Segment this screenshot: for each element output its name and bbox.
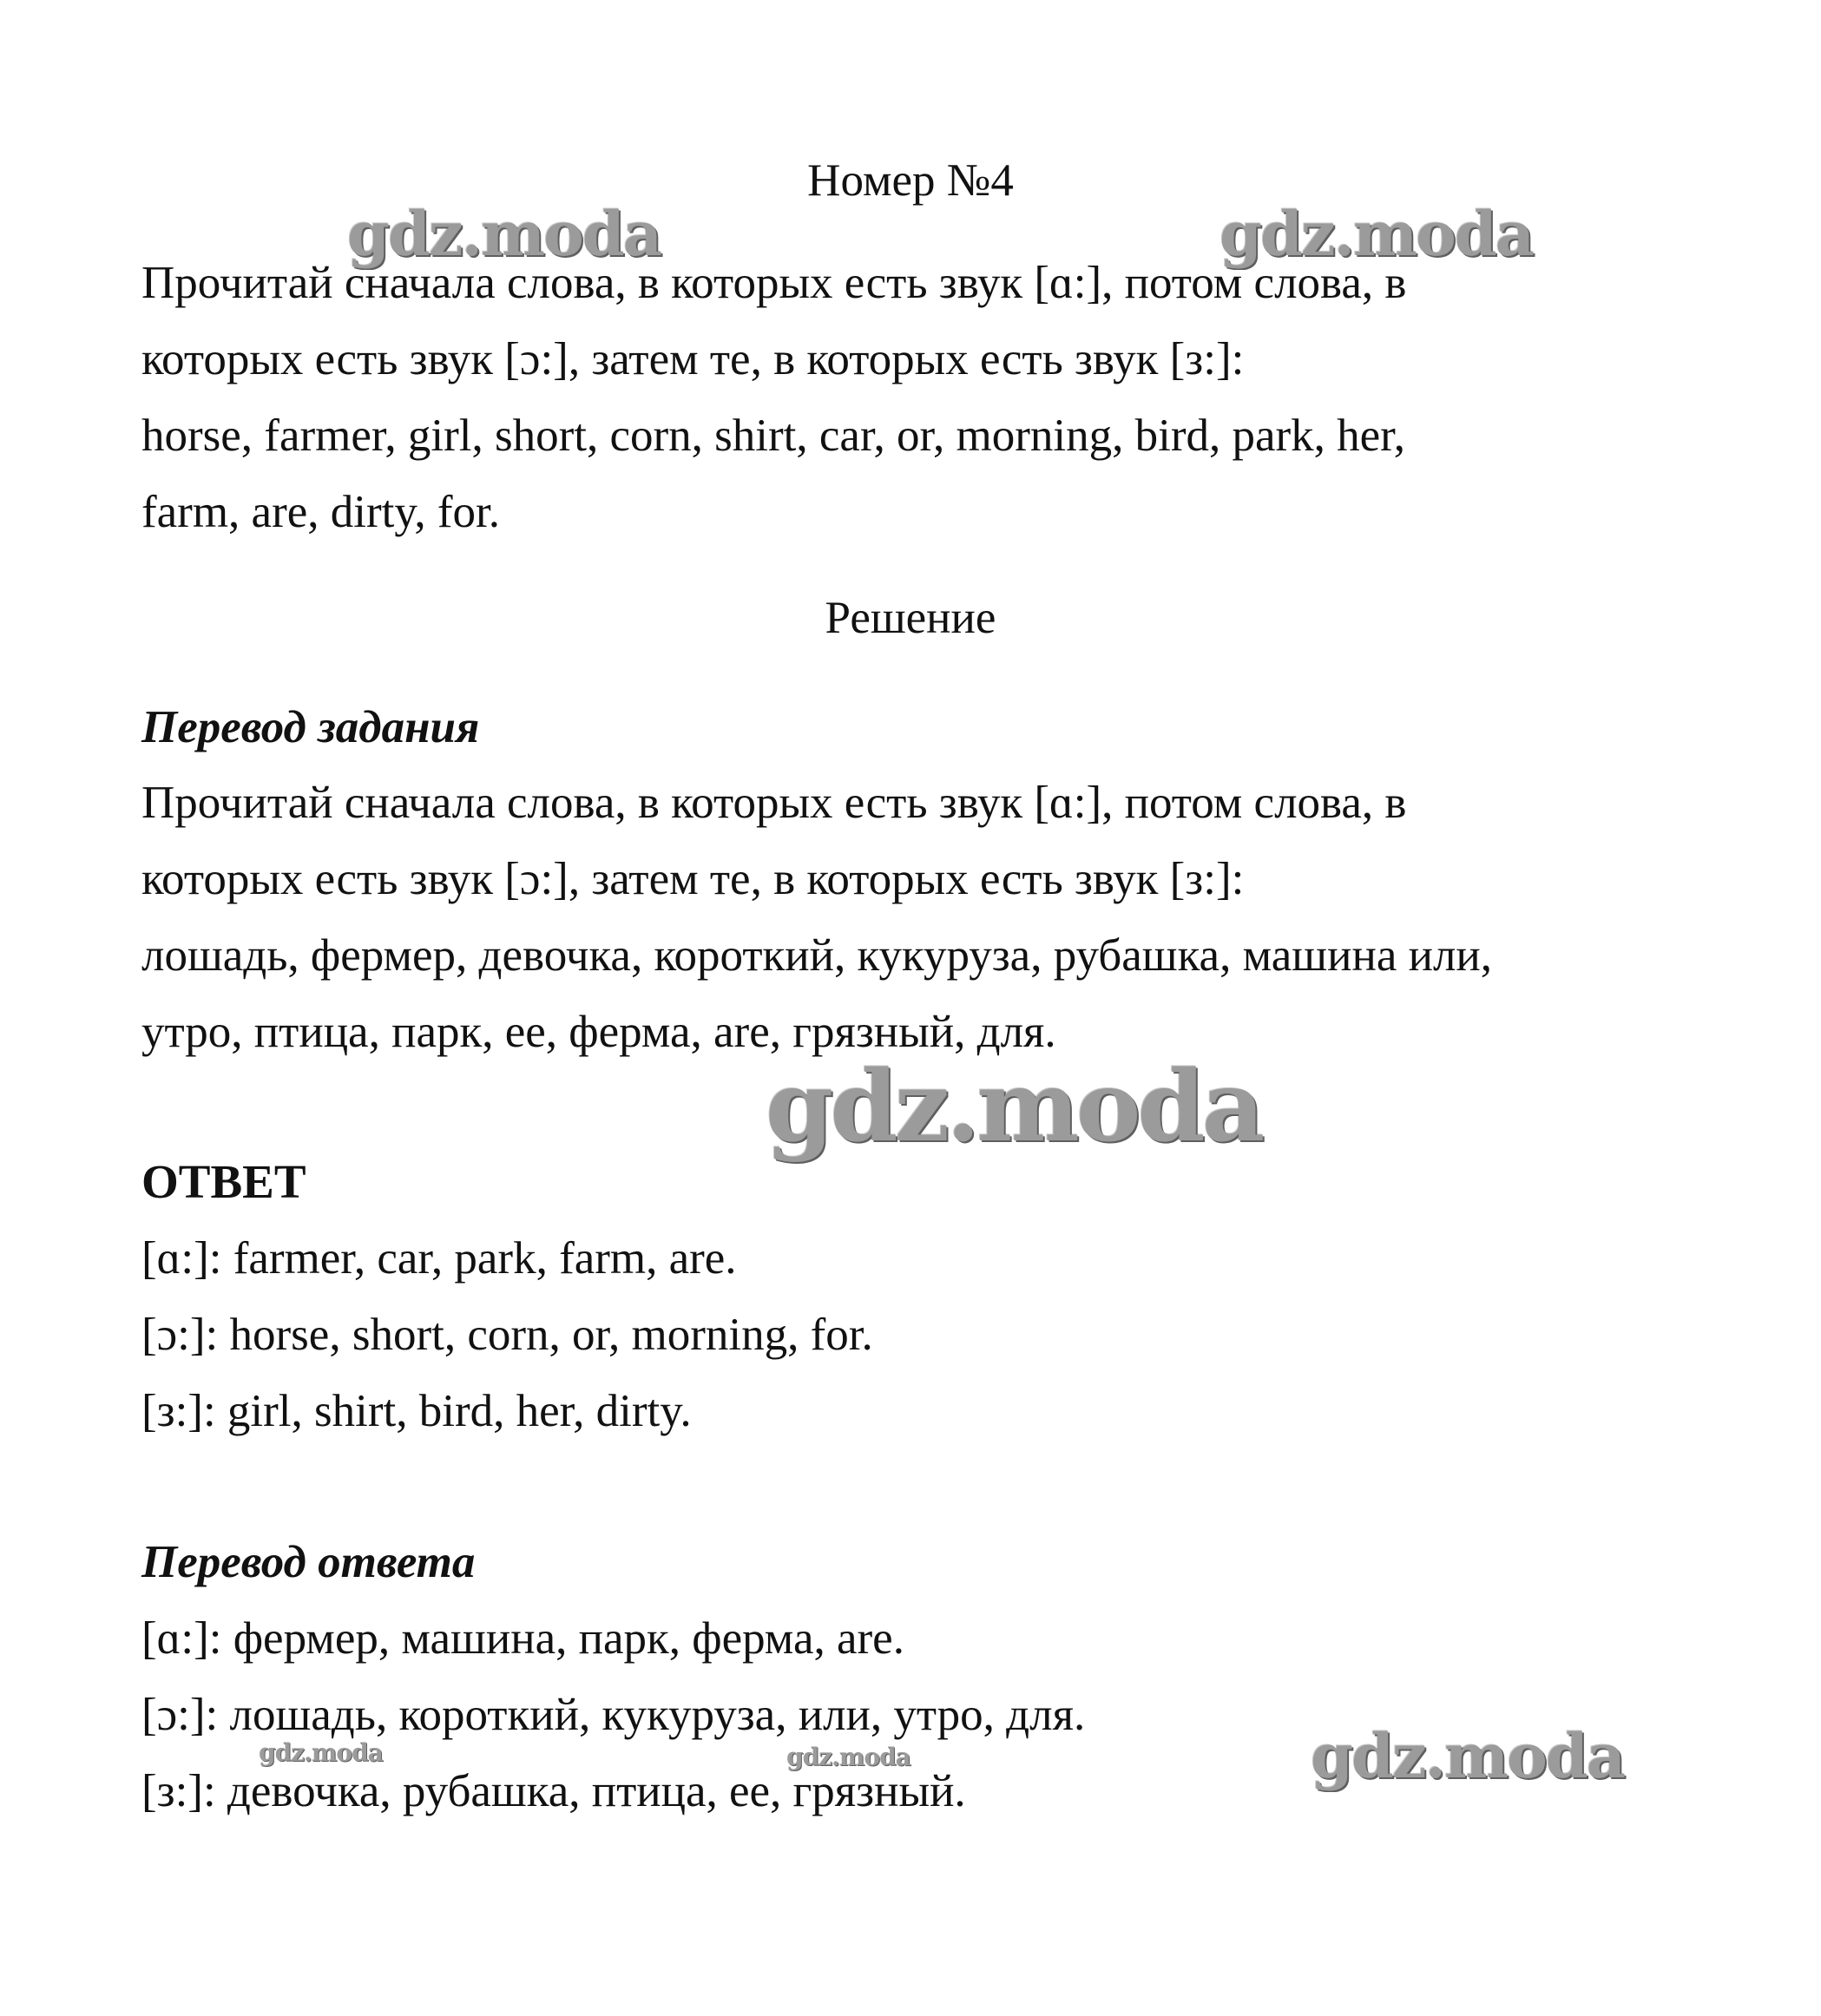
page-title: Номер №4 <box>807 155 1014 206</box>
task-line-2: которых есть звук [ɔ:], затем те, в которых есть звук [з:]: <box>141 334 1245 384</box>
answer-translation-line-a: [ɑ:]: фермер, машина, парк, ферма, are. <box>141 1613 904 1664</box>
watermark-bottom-small-center: gdz.moda <box>786 1743 910 1771</box>
answer-line-a: [ɑ:]: farmer, car, park, farm, are. <box>141 1233 737 1284</box>
answer-translation-heading: Перевод ответа <box>141 1537 476 1587</box>
watermark-top-left: gdz.moda <box>347 198 661 270</box>
translation-heading: Перевод задания <box>141 702 480 752</box>
answer-line-e: [з:]: girl, shirt, bird, her, dirty. <box>141 1386 692 1436</box>
answer-translation-line-o: [ɔ:]: лошадь, короткий, кукуруза, или, утро, для. <box>141 1690 1086 1740</box>
translation-line-3: лошадь, фермер, девочка, короткий, кукуруза, рубашка, машина или, <box>141 930 1493 981</box>
watermark-center: gdz.moda <box>766 1050 1262 1164</box>
answer-translation-line-e: [з:]: девочка, рубашка, птица, ее, грязный. <box>141 1766 966 1816</box>
answer-line-o: [ɔ:]: horse, short, corn, or, morning, for. <box>141 1310 873 1360</box>
translation-line-2: которых есть звук [ɔ:], затем те, в которых есть звук [з:]: <box>141 854 1245 904</box>
task-line-4: farm, are, dirty, for. <box>141 487 501 537</box>
watermark-bottom-right: gdz.moda <box>1311 1720 1625 1792</box>
solution-heading: Решение <box>825 593 996 643</box>
answer-heading: ОТВЕТ <box>141 1155 306 1208</box>
watermark-bottom-small-left: gdz.moda <box>259 1738 383 1767</box>
task-line-3: horse, farmer, girl, short, corn, shirt, car, or, morning, bird, park, her, <box>141 410 1405 461</box>
translation-line-1: Прочитай сначала слова, в которых есть звук [ɑ:], потом слова, в <box>141 778 1407 828</box>
watermark-top-right: gdz.moda <box>1219 198 1534 270</box>
task-line-1: Прочитай сначала слова, в которых есть звук [ɑ:], потом слова, в <box>141 258 1407 308</box>
translation-line-4: утро, птица, парк, ее, ферма, are, грязный, для. <box>141 1007 1056 1057</box>
